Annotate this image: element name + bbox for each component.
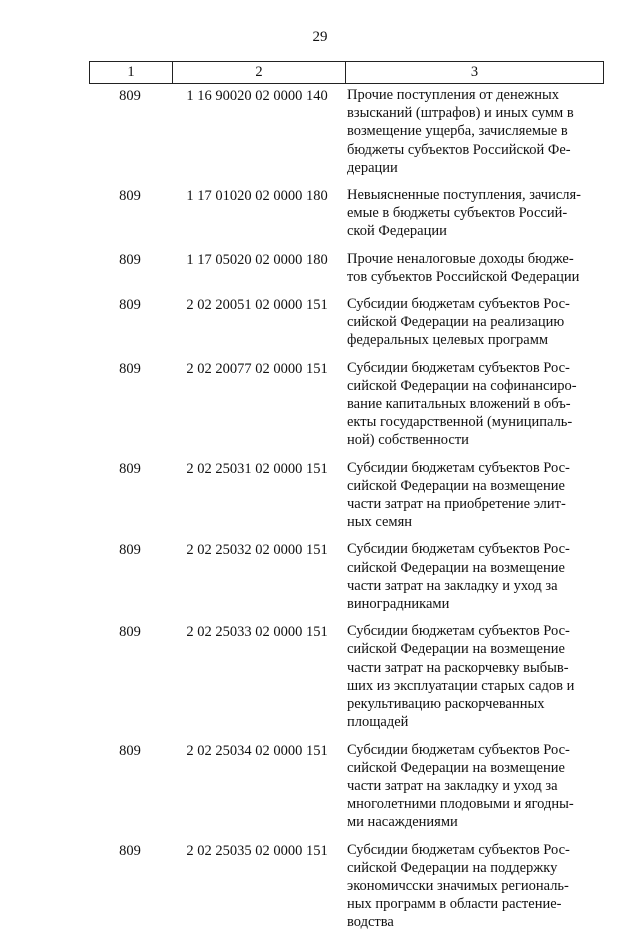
- administrator-code: 809: [119, 251, 141, 268]
- revenue-description: Субсидии бюджетам субъектов Рос- сийской Федерации на возмещение части затрат на раскорчевку выбыв- ших из эксплуатации старых садов и рекультивацию раскорчеванных площадей: [347, 623, 575, 731]
- revenue-code-list: [89, 86, 600, 941]
- column-header-table: [89, 61, 604, 84]
- budget-classification-code: 2 02 25031 02 0000 151: [186, 460, 328, 477]
- table-row: [89, 295, 600, 350]
- revenue-description: Прочие поступления от денежных взысканий (штрафов) и иных сумм в возмещение ущерба, зачисляемые в бюджеты субъектов Российской Фе- дерации: [347, 87, 574, 176]
- budget-classification-code: 1 16 90020 02 0000 140: [186, 88, 328, 104]
- revenue-description: Невыясненные поступления, зачисля- емые в бюджеты субъектов Россий- ской Федерации: [347, 187, 581, 240]
- revenue-description: Субсидии бюджетам субъектов Рос- сийской Федерации на поддержку экономичсски значимых региональ- ных программ в области растение- водства: [347, 841, 570, 931]
- column-header-row: [90, 62, 604, 84]
- budget-classification-code: 2 02 25034 02 0000 151: [186, 742, 328, 759]
- administrator-code: 809: [119, 188, 141, 205]
- table-row: [89, 741, 600, 832]
- administrator-code: 809: [119, 542, 141, 559]
- administrator-code: 809: [119, 842, 141, 859]
- administrator-code: 809: [119, 742, 141, 759]
- budget-classification-code: 2 02 25033 02 0000 151: [186, 624, 328, 641]
- revenue-description: Субсидии бюджетам субъектов Рос- сийской Федерации на софинансиро- вание капитальных вложений в объ- екты государственной (муниципаль- ной) собственности: [347, 359, 577, 449]
- column-header-2: 2: [173, 62, 346, 84]
- revenue-description: Субсидии бюджетам субъектов Рос- сийской Федерации на возмещение части затрат на закладку и уход за многолетними плодовыми и ягодны- ми насаждениями: [347, 741, 574, 831]
- page-number: 29: [312, 29, 328, 45]
- budget-classification-code: 2 02 20051 02 0000 151: [186, 297, 328, 314]
- table-row: [89, 186, 600, 241]
- revenue-description: Субсидии бюджетам субъектов Рос- сийской Федерации на возмещение части затрат на закладку и уход за виноградниками: [347, 541, 570, 613]
- column-header-1: 1: [90, 62, 173, 84]
- administrator-code: 809: [119, 460, 141, 477]
- revenue-description: Субсидии бюджетам субъектов Рос- сийской Федерации на реализацию федеральных целевых программ: [347, 296, 570, 349]
- administrator-code: 809: [119, 297, 141, 314]
- table-row: [89, 622, 600, 731]
- administrator-code: 809: [119, 624, 141, 641]
- column-header-3: 3: [346, 62, 604, 84]
- budget-classification-code: 1 17 01020 02 0000 180: [186, 188, 328, 205]
- budget-classification-code: 2 02 25035 02 0000 151: [186, 842, 328, 859]
- table-row: [89, 540, 600, 613]
- budget-classification-code: 2 02 20077 02 0000 151: [186, 360, 328, 377]
- administrator-code: 809: [119, 360, 141, 377]
- budget-classification-code: 2 02 25032 02 0000 151: [186, 542, 328, 559]
- table-row: [89, 841, 600, 932]
- revenue-description: Субсидии бюджетам субъектов Рос- сийской Федерации на возмещение части затрат на приобретение элит- ных семян: [347, 459, 570, 531]
- administrator-code: 809: [119, 88, 141, 104]
- budget-classification-code: 1 17 05020 02 0000 180: [186, 251, 328, 268]
- table-row: [89, 86, 600, 177]
- revenue-description: Прочие неналоговые доходы бюдже- тов субъектов Российской Федерации: [347, 250, 580, 285]
- table-row: [89, 250, 600, 286]
- table-row: [89, 359, 600, 450]
- table-row: [89, 459, 600, 532]
